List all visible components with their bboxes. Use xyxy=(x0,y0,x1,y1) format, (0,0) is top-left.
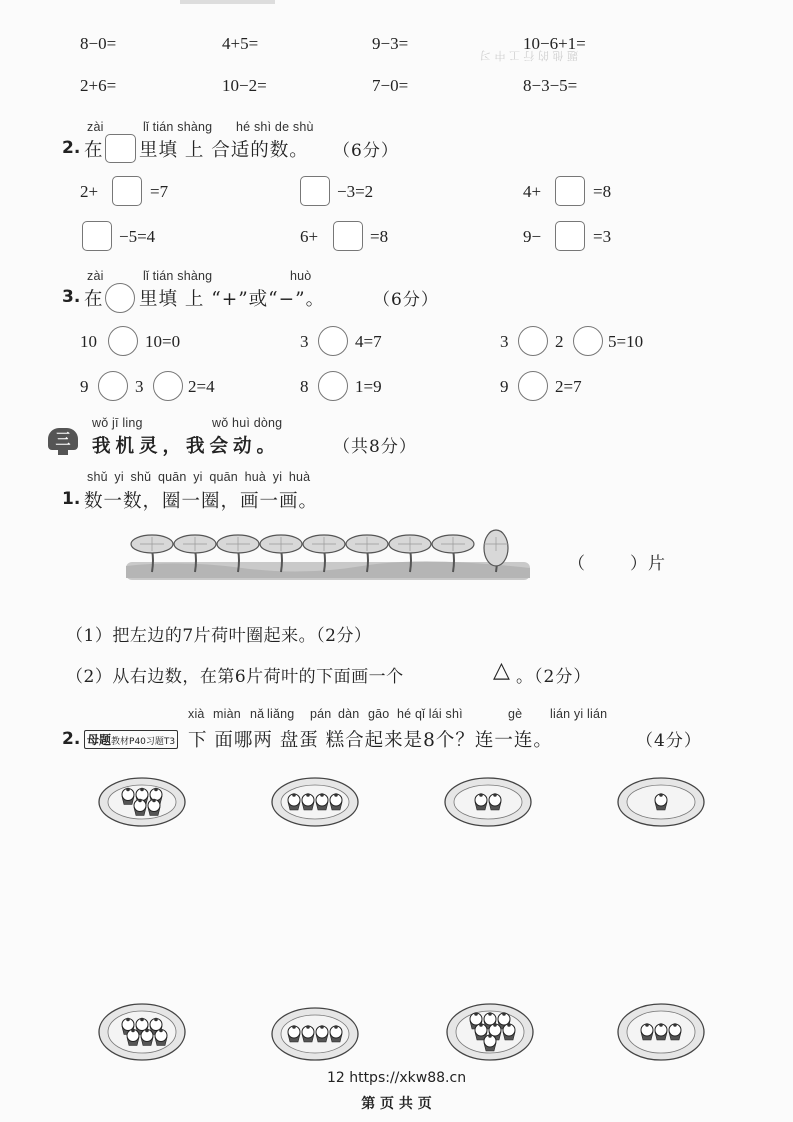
s3-pinyin-1: wǒ jī ling xyxy=(92,416,143,430)
q3-r1a-circle[interactable] xyxy=(108,326,138,356)
q3-r2b-circle[interactable] xyxy=(318,371,348,401)
q3-r2a-circle2[interactable] xyxy=(153,371,183,401)
calc-1-2: 4+5= xyxy=(222,34,259,53)
header-strip xyxy=(180,0,275,4)
q2-title-box xyxy=(105,134,136,163)
cupcake-icon xyxy=(655,793,667,810)
s3q2-pinyin-2: miàn xyxy=(213,707,241,721)
cake-plate-bottom-2[interactable] xyxy=(270,1006,360,1062)
q2-item4-box[interactable] xyxy=(82,221,112,251)
q2-item1-pre: 2+ xyxy=(80,182,99,201)
calc-1-3: 9−3= xyxy=(372,34,409,53)
cake-plate-bottom-1[interactable] xyxy=(97,1002,187,1062)
q2-item3-post: =8 xyxy=(593,182,612,201)
section-badge xyxy=(48,428,78,450)
q2-item5-box[interactable] xyxy=(333,221,363,251)
section-badge-text: 三 xyxy=(55,430,71,448)
cupcake-icon xyxy=(302,1025,314,1042)
q3-r2c-circle[interactable] xyxy=(518,371,548,401)
source-tag-main: 母题 xyxy=(87,733,112,747)
cupcake-icon xyxy=(669,1023,681,1040)
cupcake-icon xyxy=(489,793,501,810)
q2-item5-post: =8 xyxy=(370,227,389,246)
q2-item2-post: −3=2 xyxy=(337,182,374,201)
q2-item4-post: −5=4 xyxy=(119,227,156,246)
cupcake-icon xyxy=(127,1029,139,1046)
lotus-leaves-illustration xyxy=(122,528,534,584)
cupcake-icon xyxy=(641,1023,653,1040)
q2-item6-pre: 9− xyxy=(523,227,542,246)
cupcake-icon xyxy=(134,799,146,816)
q3-r2a-num2: 3 xyxy=(135,377,144,396)
cake-plate-top-1[interactable] xyxy=(97,776,187,828)
q3-score: （6分） xyxy=(373,290,439,310)
cupcake-icon xyxy=(302,793,314,810)
footer-page-url: 12 https://xkw88.cn xyxy=(326,1070,467,1086)
q3-r1b-num2: 4=7 xyxy=(355,332,382,351)
footer-page-counter: 第 页 共 页 xyxy=(361,1096,432,1112)
s3q1-sub1: （1）把左边的7片荷叶圈起来。（2分） xyxy=(66,626,372,646)
q2-item6-box[interactable] xyxy=(555,221,585,251)
q2-score: （6分） xyxy=(333,141,399,161)
s3q2-pinyin-5: pán xyxy=(310,707,332,721)
q2-number: 2. xyxy=(62,138,81,158)
calc-1-4: 10−6+1= xyxy=(523,34,586,53)
q2-pinyin-3: hé shì de shù xyxy=(236,120,314,134)
q2-pinyin-2: lǐ tián shàng xyxy=(143,120,213,134)
s3q2-pinyin-3: nǎ xyxy=(250,707,265,721)
cupcake-icon xyxy=(141,1029,153,1046)
s3q2-pinyin-1: xià xyxy=(188,707,205,721)
q3-pinyin-2: lǐ tián shàng xyxy=(143,269,213,283)
s3q2-pinyin-7: gāo xyxy=(368,707,390,721)
cake-plate-bottom-3[interactable] xyxy=(445,1002,535,1062)
source-tag-sub: 教材P40习题T3 xyxy=(111,737,176,747)
s3q2-pinyin-6: dàn xyxy=(338,707,360,721)
q3-r1c-num1: 3 xyxy=(500,332,509,351)
q3-r1a-num2: 10=0 xyxy=(145,332,181,351)
cupcake-icon xyxy=(155,1029,167,1046)
cake-plate-top-4[interactable] xyxy=(616,776,706,828)
q3-r1a-num1: 10 xyxy=(80,332,97,351)
s3q2-pinyin-9: gè xyxy=(508,707,523,721)
cupcake-icon xyxy=(475,793,487,810)
s3-pinyin-2: wǒ huì dòng xyxy=(212,416,283,430)
s3q2-pinyin-8: hé qǐ lái shì xyxy=(397,707,463,721)
q3-title-circle xyxy=(105,283,135,313)
s3q2-title: 下 面哪两 盘蛋 糕合起来是8个？连一连。 xyxy=(188,730,553,751)
s3q1-answer-open: （ xyxy=(568,554,586,574)
s3q1-number: 1. xyxy=(62,489,81,509)
q2-item3-box[interactable] xyxy=(555,176,585,206)
cupcake-icon xyxy=(288,1025,300,1042)
q3-r1c-circle2[interactable] xyxy=(573,326,603,356)
q3-number: 3. xyxy=(62,287,81,307)
q3-title: 里填 上 “+”或“−”。 xyxy=(139,289,326,310)
s3q1-sub2-a: （2）从右边数，在第6片荷叶的下面画一个 xyxy=(66,667,404,687)
cupcake-icon xyxy=(655,1023,667,1040)
calc-2-4: 8−3−5= xyxy=(523,76,578,95)
q3-r1b-circle[interactable] xyxy=(318,326,348,356)
q2-char-a: 在 xyxy=(84,140,104,161)
q3-r2b-num2: 1=9 xyxy=(355,377,382,396)
q2-title: 里填 上 合适的数。 xyxy=(139,140,309,161)
s3q2-score: （4分） xyxy=(636,731,702,751)
calc-2-3: 7−0= xyxy=(372,76,409,95)
q3-r2b-num1: 8 xyxy=(300,377,309,396)
calc-2-1: 2+6= xyxy=(80,76,117,95)
q3-r1c-num2: 2 xyxy=(555,332,564,351)
q2-item2-box[interactable] xyxy=(300,176,330,206)
cupcake-icon xyxy=(330,793,342,810)
s3-title: 我机灵，我会动。 xyxy=(92,436,281,457)
q3-r1c-circle1[interactable] xyxy=(518,326,548,356)
q3-r2c-num2: 2=7 xyxy=(555,377,582,396)
s3q1-pinyin: shǔ yi shǔ quān yi quān huà yi huà xyxy=(87,470,311,484)
s3q1-title: 数一数，圈一圈，画一画。 xyxy=(84,491,319,512)
q3-r2a-num3: 2=4 xyxy=(188,377,215,396)
q2-pinyin-1: zài xyxy=(87,120,104,134)
cupcake-icon xyxy=(316,1025,328,1042)
q3-r2c-num1: 9 xyxy=(500,377,509,396)
q2-item6-post: =3 xyxy=(593,227,612,246)
q2-item3-pre: 4+ xyxy=(523,182,542,201)
calc-2-2: 10−2= xyxy=(222,76,267,95)
triangle-symbol: △ xyxy=(493,658,511,683)
cupcake-icon xyxy=(288,793,300,810)
q3-r1c-num3: 5=10 xyxy=(608,332,644,351)
cupcake-icon xyxy=(484,1034,496,1051)
s3-score: （共8分） xyxy=(333,437,417,457)
calc-1-1: 8−0= xyxy=(80,34,117,53)
cake-plate-top-2[interactable] xyxy=(270,776,360,828)
cupcake-icon xyxy=(148,799,160,816)
cupcake-icon xyxy=(122,788,134,805)
cupcake-icon xyxy=(316,793,328,810)
s3q1-sub2-b: 。（2分） xyxy=(516,667,592,687)
s3q1-answer-blank[interactable] xyxy=(590,548,628,572)
q2-item1-box[interactable] xyxy=(112,176,142,206)
s3q2-pinyin-4: liǎng xyxy=(267,707,295,721)
q2-item5-pre: 6+ xyxy=(300,227,319,246)
q3-r1b-num1: 3 xyxy=(300,332,309,351)
q2-item1-post: =7 xyxy=(150,182,169,201)
q3-r2a-num1: 9 xyxy=(80,377,89,396)
s3q1-answer-close: ）片 xyxy=(630,554,666,574)
q3-pinyin-3: huò xyxy=(290,269,312,283)
plate-center xyxy=(454,785,522,819)
s3q2-pinyin-10: lián yi lián xyxy=(550,707,608,721)
source-tag xyxy=(84,730,178,749)
s3q2-number: 2. xyxy=(62,729,81,749)
cupcake-icon xyxy=(503,1023,515,1040)
cake-plate-top-3[interactable] xyxy=(443,776,533,828)
cake-plate-bottom-4[interactable] xyxy=(616,1002,706,1062)
section-badge-stem xyxy=(58,449,68,455)
q3-char-a: 在 xyxy=(84,289,104,310)
bleed-through-text: 题 他 的 行 工 中 习 xyxy=(480,49,578,62)
q3-pinyin-1: zài xyxy=(87,269,104,283)
cupcake-icon xyxy=(330,1025,342,1042)
q3-r2a-circle1[interactable] xyxy=(98,371,128,401)
